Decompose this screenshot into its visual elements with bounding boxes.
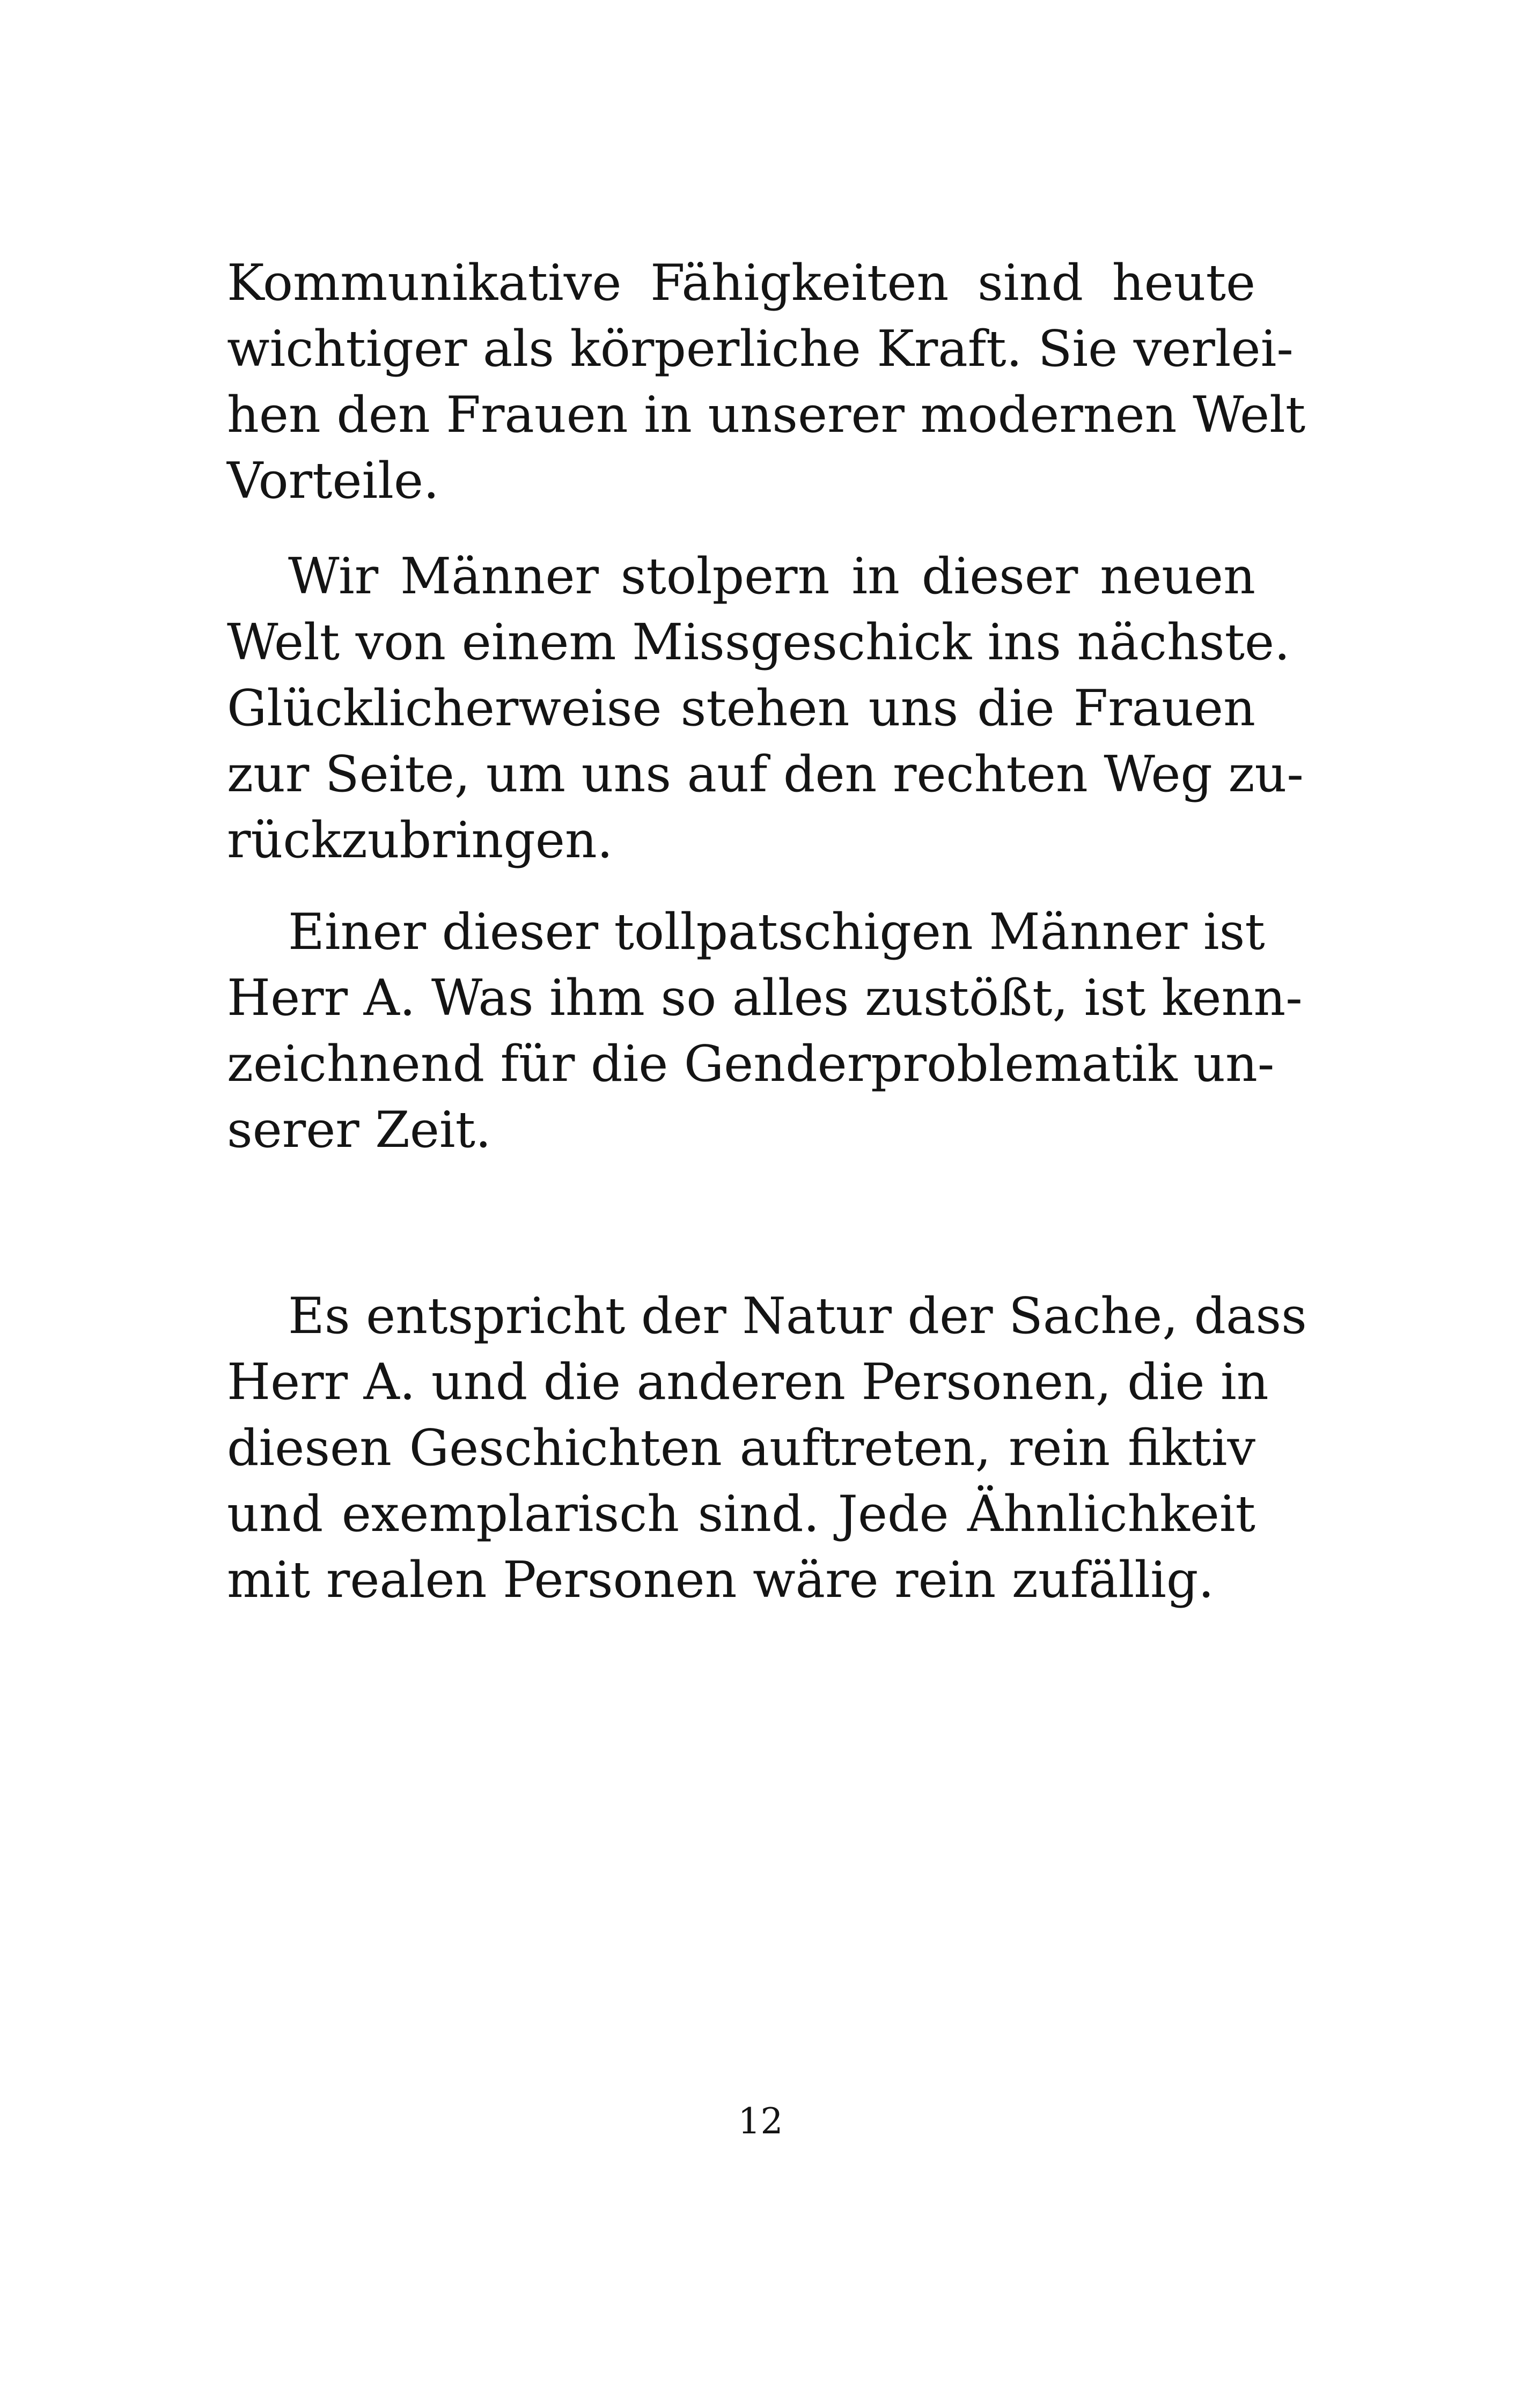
paragraph-line: Wir Männer stolpern in dieser neuen — [288, 547, 1255, 605]
paragraph-line: Glücklicherweise stehen uns die Frauen — [227, 679, 1255, 737]
paragraph-line: Kommunikative Fähigkeiten sind heute — [227, 254, 1255, 312]
paragraph-line: Es entspricht der Natur der Sache, dass — [288, 1287, 1307, 1345]
paragraph-line: und exemplarisch sind. Jede Ähnlichkeit — [227, 1485, 1255, 1543]
page-number: 12 — [738, 2101, 783, 2142]
paragraph-line: Herr A. Was ihm so alles zustößt, ist kenn- — [227, 969, 1303, 1027]
paragraph-line: rückzubringen. — [227, 811, 613, 869]
disclaimer-paragraph — [227, 1283, 1307, 1613]
paragraph-line: Vorteile. — [227, 452, 439, 510]
paragraph-line: mit realen Personen wäre rein zufällig. — [227, 1551, 1214, 1609]
paragraph-line: Herr A. und die anderen Personen, die in — [227, 1353, 1269, 1411]
paragraph-2 — [227, 543, 1304, 873]
paragraph-line: zeichnend für die Genderproblematik un- — [227, 1035, 1275, 1093]
paragraph-line: diesen Geschichten auftreten, rein fiktiv — [227, 1419, 1255, 1477]
paragraph-line: zur Seite, um uns auf den rechten Weg zu- — [227, 745, 1304, 803]
paragraph-line: Welt von einem Missgeschick ins nächste. — [227, 613, 1290, 671]
paragraph-line: hen den Frauen in unserer modernen Welt — [227, 386, 1306, 444]
paragraph-1 — [227, 250, 1306, 514]
paragraph-line: wichtiger als körperliche Kraft. Sie verlei- — [227, 320, 1294, 378]
paragraph-line: serer Zeit. — [227, 1101, 491, 1159]
paragraph-line: Einer dieser tollpatschigen Männer ist — [288, 903, 1265, 961]
paragraph-3 — [227, 899, 1303, 1163]
